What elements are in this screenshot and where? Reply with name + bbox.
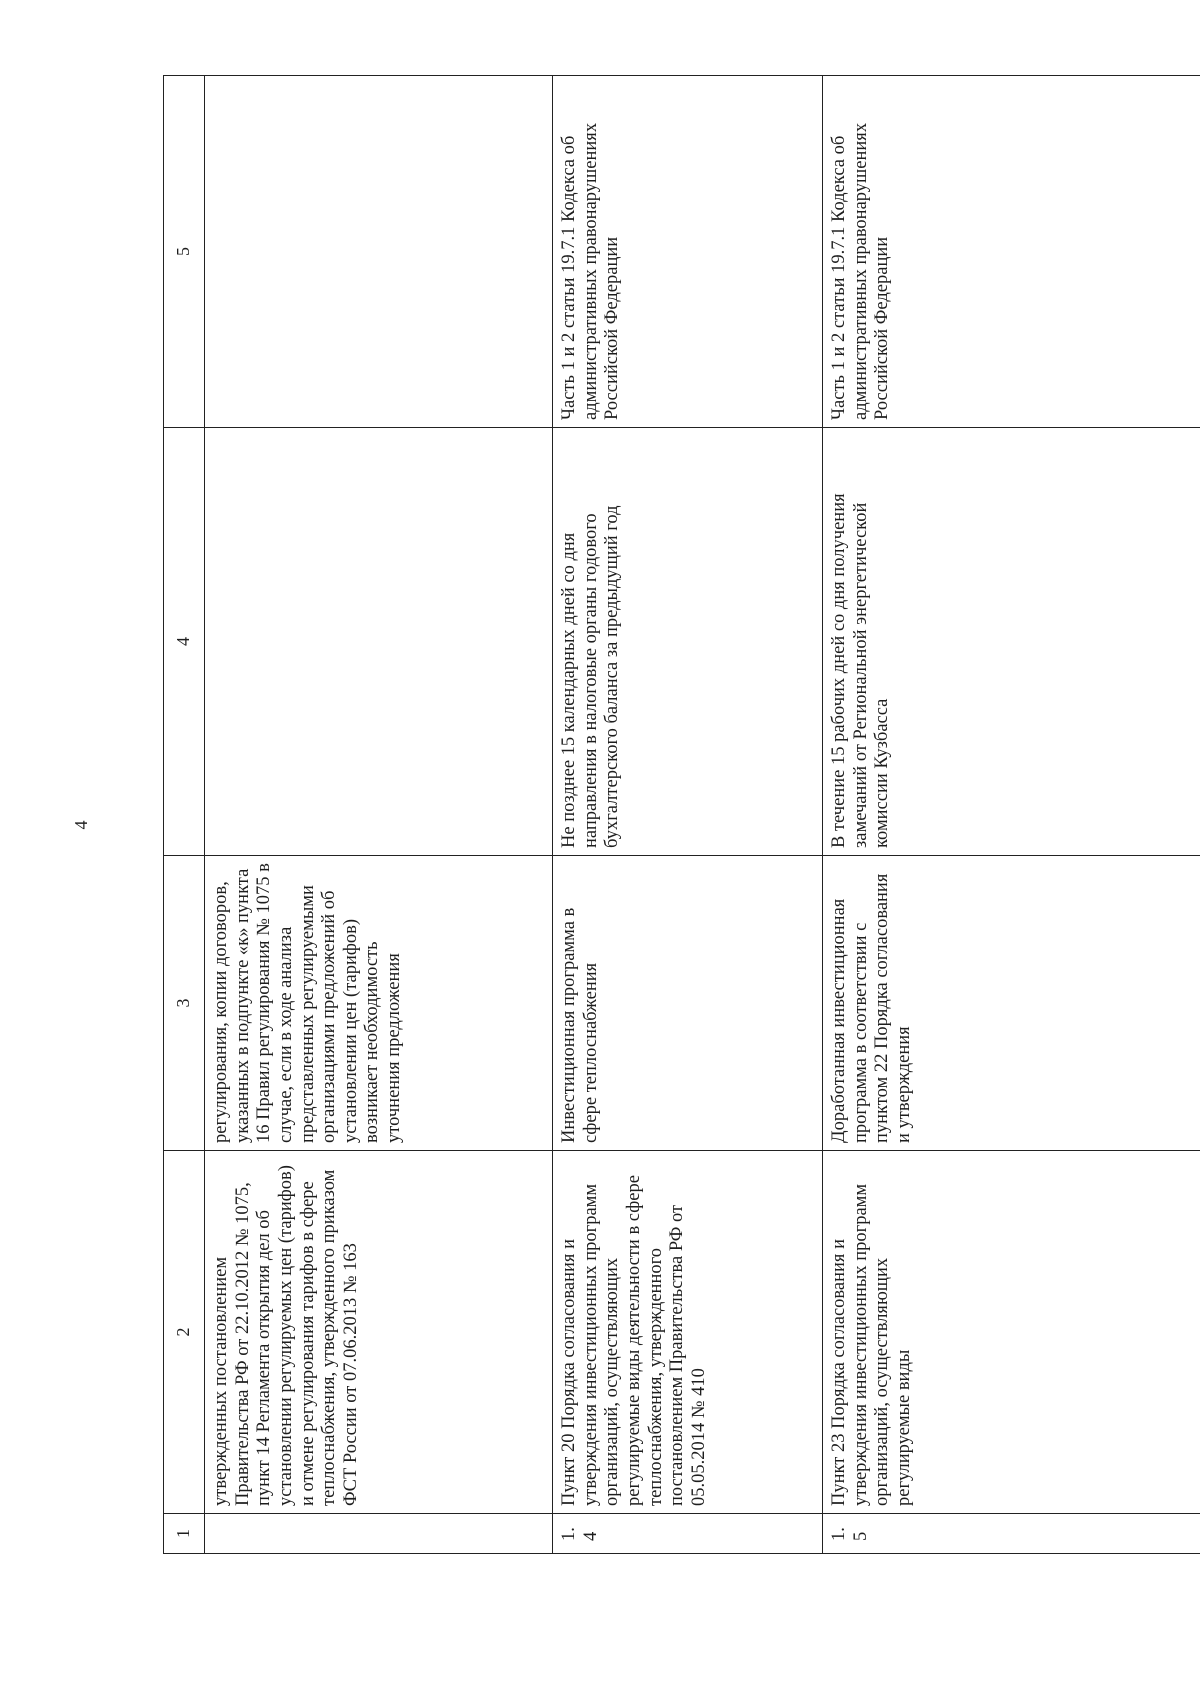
document-cell: регулирования, копии договоров, указанных в подпункте «к» пункта 16 Правил регулирования № 1075 в случае, если в ходе анализа представленных регулируемыми организациями предложений об установлении цен (тарифов) возникает необходимость уточнения предложения [205,856,553,1151]
header-row [164,76,205,1554]
header-cell-2: 2 [164,1151,205,1514]
page-number: 4 [71,820,91,830]
row-number [205,1514,553,1554]
deadline-cell [205,428,553,856]
liability-cell [205,76,553,428]
row-number: 1.5 [823,1514,1200,1554]
header-cell-5: 5 [164,76,205,428]
header-cell-1: 1 [164,1514,205,1554]
legal-basis-cell: утвержденных постановлением Правительства РФ от 22.10.2012 № 1075, пункт 14 Регламента открытия дел об установлении регулируемых цен (тарифов) и отмене регулирования тарифов в сфере теплоснабжения, утвержденного приказом ФСТ России от 07.06.2013 № 163 [205,1151,553,1514]
legal-basis-cell: Пункт 23 Порядка согласования и утверждения инвестиционных программ организаций, осуществляющих регулируемые виды [823,1151,1200,1514]
document-cell: Доработанная инвестиционная программа в соответствии с пунктом 22 Порядка согласования и утверждения [823,856,1200,1151]
document-cell: Инвестиционная программа в сфере теплоснабжения [553,856,823,1151]
row-number: 1.4 [553,1514,823,1554]
table-row [205,76,553,1554]
header-cell-3: 3 [164,856,205,1151]
rotated-table-container [163,76,1200,1554]
deadline-cell: Не позднее 15 календарных дней со дня направления в налоговые органы годового бухгалтерского баланса за предыдущий год [553,428,823,856]
deadline-cell: В течение 15 рабочих дней со дня получения замечаний от Региональной энергетической комиссии Кузбасса [823,428,1200,856]
header-cell-4: 4 [164,428,205,856]
table-row [823,76,1200,1554]
obligations-table [163,75,1200,1554]
liability-cell: Часть 1 и 2 статьи 19.7.1 Кодекса об административных правонарушениях Российской Федерации [553,76,823,428]
liability-cell: Часть 1 и 2 статьи 19.7.1 Кодекса об административных правонарушениях Российской Федерации [823,76,1200,428]
table-row [553,76,823,1554]
legal-basis-cell: Пункт 20 Порядка согласования и утверждения инвестиционных программ организаций, осуществляющих регулируемые виды деятельности в сфере теплоснабжения, утвержденного постановлением Правительства РФ от 05.05.2014 № 410 [553,1151,823,1514]
